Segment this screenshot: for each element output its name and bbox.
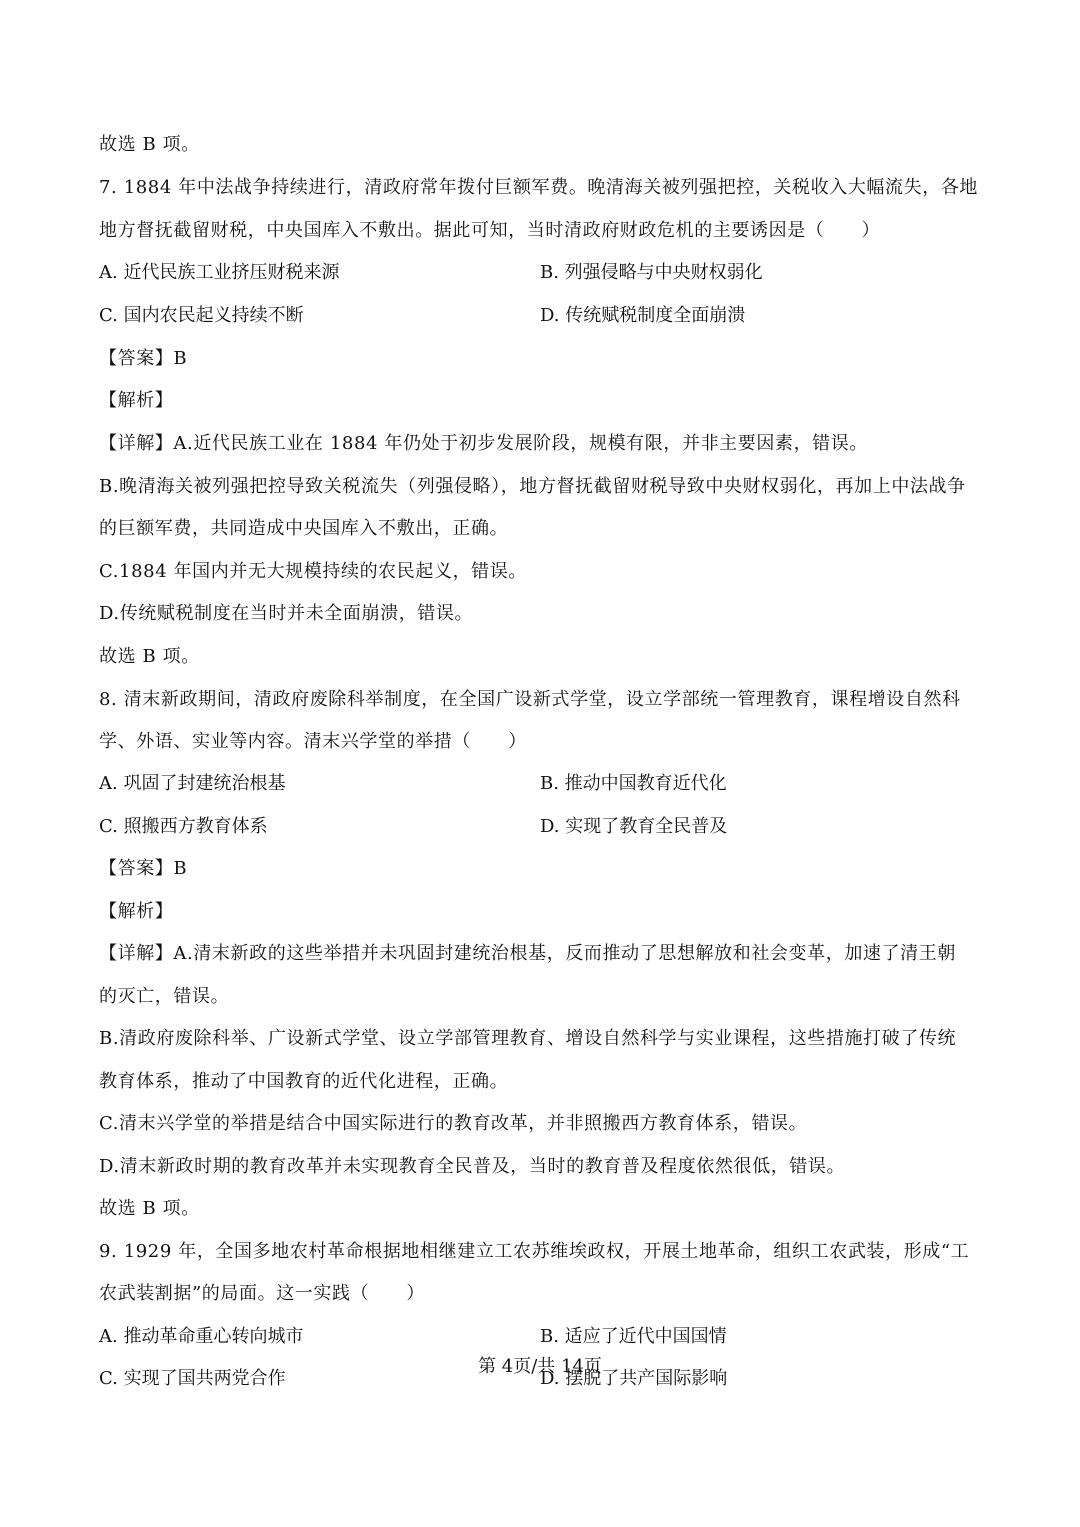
option-a: A. 巩固了封建统治根基 (99, 773, 286, 794)
question-7-stem: 7. 1884 年中法战争持续进行，清政府常年拨付巨额军费。晚清海关被列强把控，关税收入大幅流失，各地 (99, 177, 979, 198)
conclusion: 故选 B 项。 (99, 1198, 200, 1219)
option-c: C. 实现了国共两党合作 (99, 1368, 286, 1389)
option-c: C. 国内农民起义持续不断 (99, 305, 304, 326)
detail-a-cont: 的灭亡，错误。 (99, 986, 230, 1007)
option-b: B. 适应了近代中国国情 (540, 1326, 727, 1347)
answer: 【答案】B (99, 858, 188, 879)
analysis-heading: 【解析】 (99, 390, 174, 411)
page-footer: 第 4页/共 14页 (478, 1356, 602, 1377)
question-8-stem: 8. 清末新政期间，清政府废除科举制度，在全国广设新式学堂，设立学部统一管理教育，课程增设自然科 (99, 689, 961, 710)
option-d: D. 传统赋税制度全面崩溃 (540, 305, 746, 326)
analysis-heading: 【解析】 (99, 901, 174, 922)
option-a: A. 推动革命重心转向城市 (99, 1326, 304, 1347)
question-7-stem-cont: 地方督抚截留财税，中央国库入不敷出。据此可知，当时清政府财政危机的主要诱因是（ ） (99, 220, 881, 241)
conclusion: 故选 B 项。 (99, 646, 200, 667)
detail-c: C.清末兴学堂的举措是结合中国实际进行的教育改革，并非照搬西方教育体系，错误。 (99, 1113, 808, 1134)
detail-d: D.传统赋税制度在当时并未全面崩溃，错误。 (99, 603, 474, 624)
text-line: 故选 B 项。 (99, 134, 200, 155)
detail-b-cont: 教育体系，推动了中国教育的近代化进程，正确。 (99, 1071, 509, 1092)
detail-b: B.清政府废除科举、广设新式学堂、设立学部管理教育、增设自然科学与实业课程，这些措施打破了传统 (99, 1028, 957, 1049)
option-c: C. 照搬西方教育体系 (99, 816, 268, 837)
option-d: D. 实现了教育全民普及 (540, 816, 728, 837)
question-9-stem-cont: 农武装割据”的局面。这一实践（ ） (99, 1283, 426, 1304)
detail-c: C.1884 年国内并无大规模持续的农民起义，错误。 (99, 561, 527, 582)
detail-a: 【详解】A.近代民族工业在 1884 年仍处于初步发展阶段，规模有限，并非主要因素，错误。 (99, 433, 868, 454)
question-8-stem-cont: 学、外语、实业等内容。清末兴学堂的举措（ ） (99, 731, 527, 752)
option-b: B. 列强侵略与中央财权弱化 (540, 262, 763, 283)
option-b: B. 推动中国教育近代化 (540, 773, 727, 794)
question-9-stem: 9. 1929 年，全国多地农村革命根据地相继建立工农苏维埃政权，开展土地革命，组织工农武装，形成“工 (99, 1241, 970, 1262)
detail-b: B.晚清海关被列强把控导致关税流失（列强侵略），地方督抚截留财税导致中央财权弱化，再加上中法战争 (99, 476, 966, 497)
detail-d: D.清末新政时期的教育改革并未实现教育全民普及，当时的教育普及程度依然很低，错误。 (99, 1156, 846, 1177)
answer: 【答案】B (99, 348, 188, 369)
detail-b-cont: 的巨额军费，共同造成中央国库入不敷出，正确。 (99, 518, 509, 539)
option-a: A. 近代民族工业挤压财税来源 (99, 262, 340, 283)
detail-a: 【详解】A.清末新政的这些举措并未巩固封建统治根基，反而推动了思想解放和社会变革，加速了清王朝 (99, 943, 956, 964)
option-d: D. 摆脱了共产国际影响 (540, 1368, 728, 1389)
